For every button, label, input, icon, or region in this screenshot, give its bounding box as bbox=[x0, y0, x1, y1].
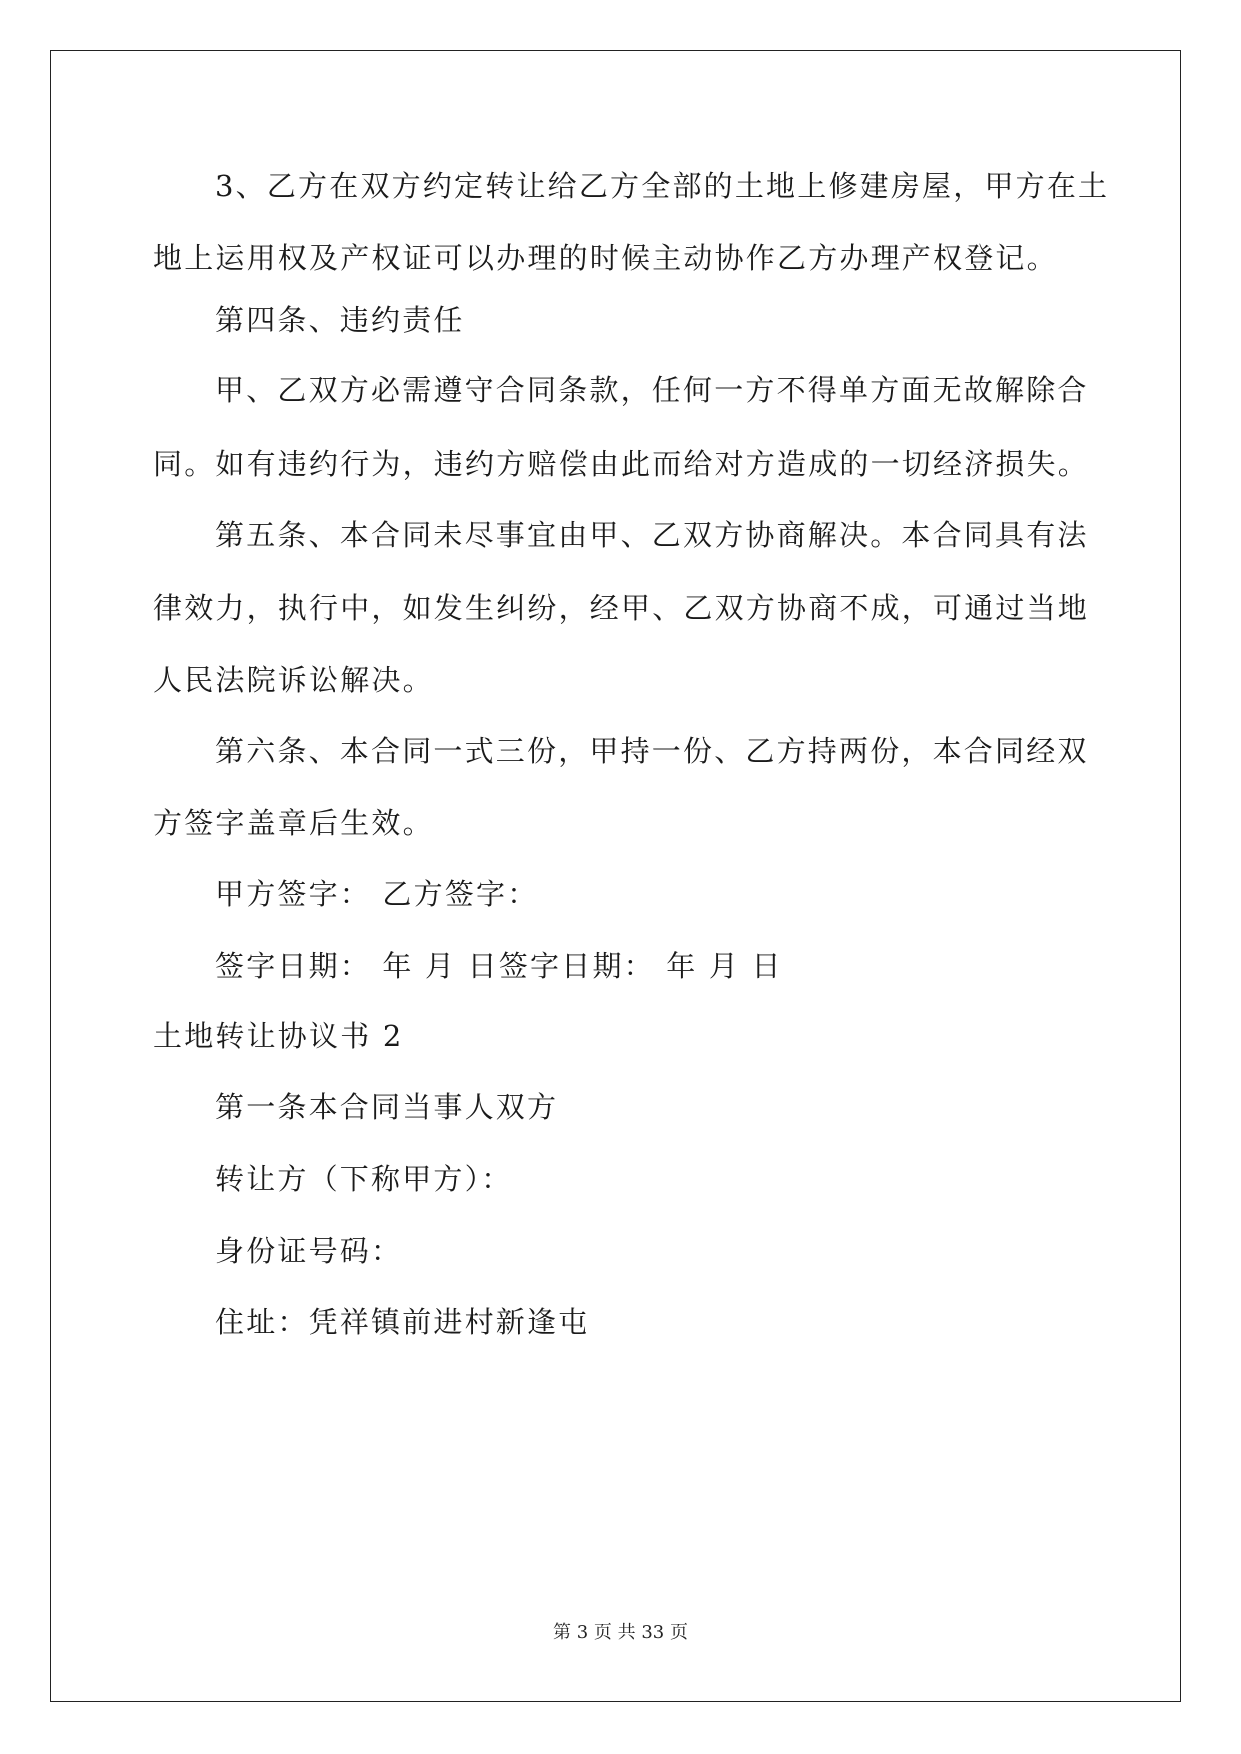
paragraph-line: 甲、乙双方必需遵守合同条款，任何一方不得单方面无故解除合 bbox=[215, 373, 1089, 407]
paragraph-line: 身份证号码： bbox=[215, 1234, 403, 1268]
paragraph-line: 地上运用权及产权证可以办理的时候主动协作乙方办理产权登记。 bbox=[153, 241, 1058, 275]
paragraph-line: 第五条、本合同未尽事宜由甲、乙双方协商解决。本合同具有法 bbox=[215, 518, 1089, 552]
paragraph-line: 方签字盖章后生效。 bbox=[153, 806, 434, 840]
document-title: 土地转让协议书 2 bbox=[153, 1019, 404, 1053]
section-heading: 第四条、违约责任 bbox=[215, 303, 465, 337]
page-number: 第 3 页 共 33 页 bbox=[553, 1622, 688, 1643]
paragraph-line: 人民法院诉讼解决。 bbox=[153, 663, 434, 697]
paragraph-line: 3、乙方在双方约定转让给乙方全部的土地上修建房屋，甲方在土 bbox=[215, 169, 1110, 203]
paragraph-line: 第六条、本合同一式三份，甲持一份、乙方持两份，本合同经双 bbox=[215, 734, 1089, 768]
section-heading: 第一条本合同当事人双方 bbox=[215, 1090, 559, 1124]
signature-line: 甲方签字： 乙方签字： bbox=[215, 877, 539, 911]
paragraph-line: 转让方（下称甲方）： bbox=[215, 1162, 513, 1196]
paragraph-line: 律效力，执行中，如发生纠纷，经甲、乙双方协商不成，可通过当地 bbox=[153, 591, 1090, 625]
paragraph-line: 住址：凭祥镇前进村新逢屯 bbox=[215, 1305, 590, 1339]
paragraph-line: 同。如有违约行为，违约方赔偿由此而给对方造成的一切经济损失。 bbox=[153, 447, 1090, 481]
signature-date-line: 签字日期： 年 月 日签字日期： 年 月 日 bbox=[215, 949, 783, 983]
